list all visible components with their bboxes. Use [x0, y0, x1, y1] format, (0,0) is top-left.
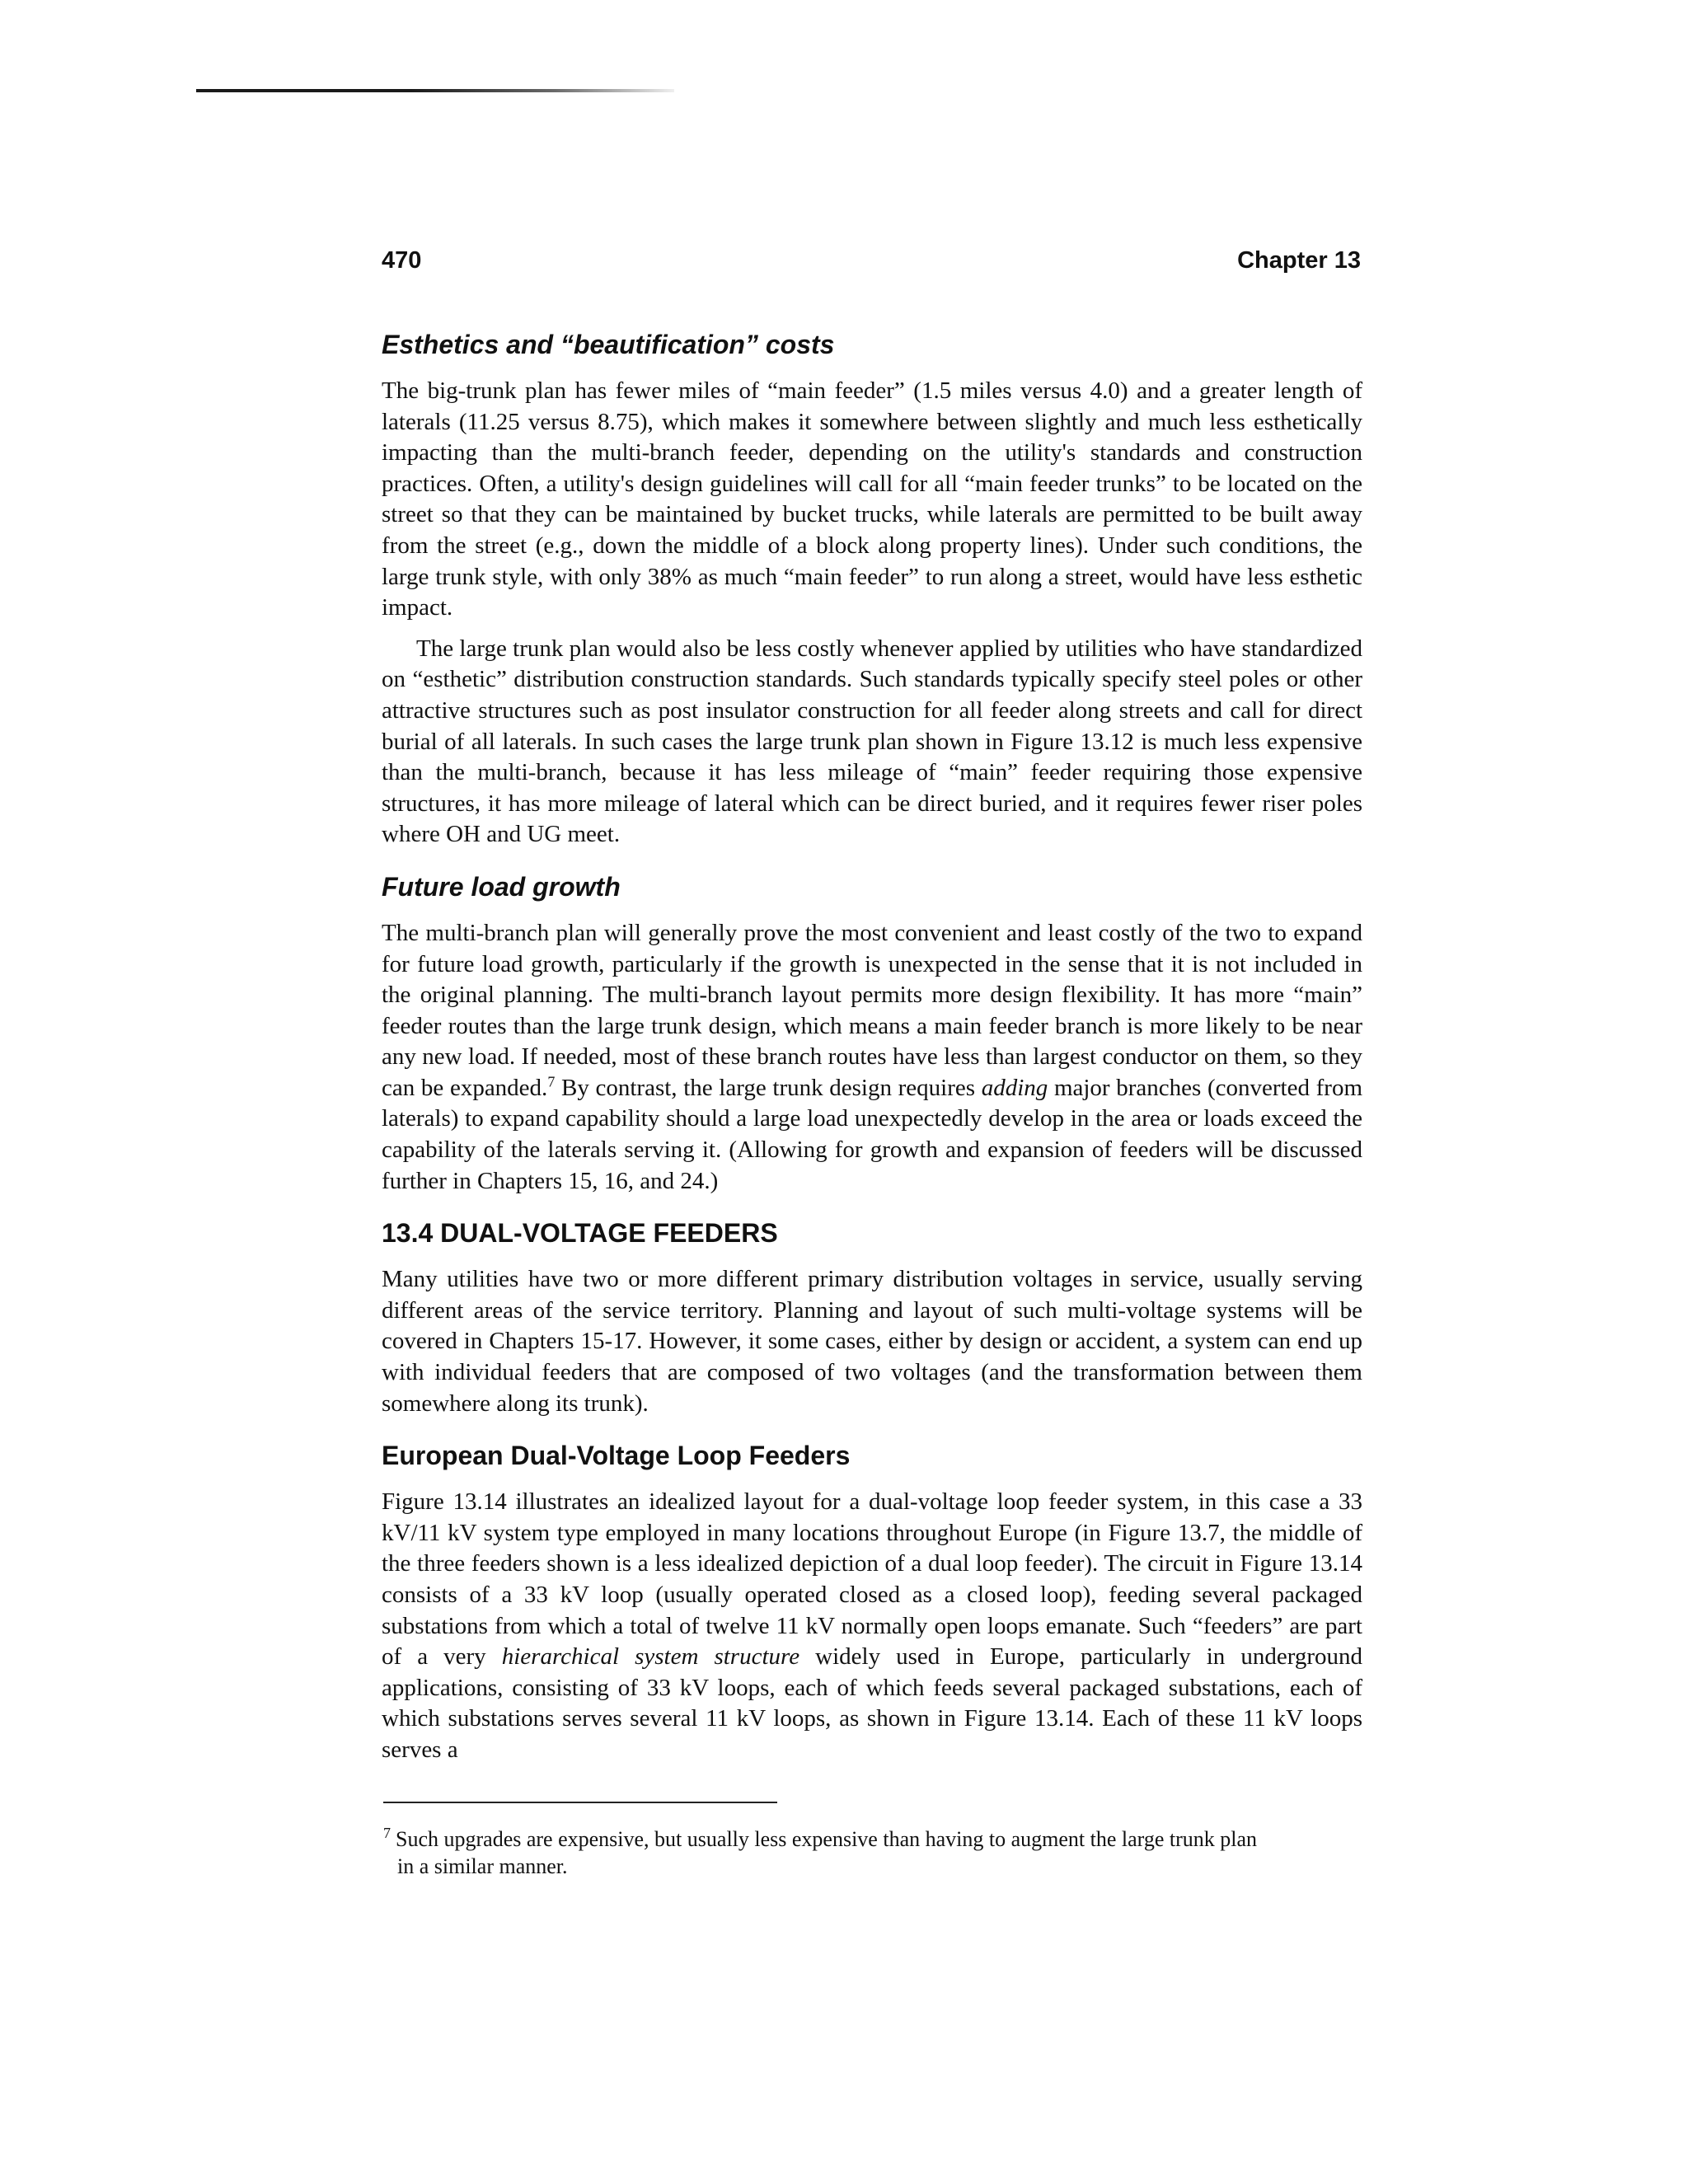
european-text-b: widely used in Europe, particularly in underground applications, consisting of 33 kV loops, each of which feeds several packaged substations, each of which substations serves several 11 kV loops, as shown in Figure 13.14. Each of these 11 kV loops serves a	[382, 1643, 1363, 1763]
footnote-marker: 7	[383, 1825, 391, 1842]
european-loop-paragraph	[382, 1487, 1362, 1765]
european-loop-heading: European Dual-Voltage Loop Feeders	[382, 1441, 851, 1471]
running-header	[382, 247, 1361, 274]
footnote-line-2: in a similar manner.	[397, 1854, 568, 1878]
page-body	[382, 328, 1362, 1776]
chapter-label: Chapter 13	[1237, 247, 1361, 274]
esthetics-heading: Esthetics and “beautification” costs	[382, 330, 835, 359]
future-text-b: By contrast, the large trunk design requires	[555, 1074, 982, 1101]
future-text-a: The multi-branch plan will generally prove the most convenient and least costly of the two to expand for future load growth, particularly if the growth is unexpected in the sense that it is not included in the original planning. The multi-branch layout permits more design flexibility. It has more “main” feeder routes than the large trunk design, which means a main feeder branch is more likely to be near any new load. If needed, most of these branch routes have less than largest conductor on them, so they can be expanded.	[382, 919, 1362, 1101]
page-number: 470	[382, 247, 422, 274]
footnote-reference: 7	[547, 1073, 556, 1090]
footnote-divider	[383, 1802, 777, 1803]
european-text-emphasis: hierarchical system structure	[501, 1643, 800, 1671]
top-decorative-rule	[196, 89, 674, 92]
dual-voltage-section-heading: 13.4 DUAL-VOLTAGE FEEDERS	[382, 1218, 778, 1249]
footnote	[383, 1825, 1362, 1880]
esthetics-paragraph-1: The big-trunk plan has fewer miles of “main feeder” (1.5 miles versus 4.0) and a greater length of laterals (11.25 versus 8.75), which makes it somewhere between slightly and much less esthetically impacting than the multi-branch feeder, depending on the utility's standards and construction practices. Often, a utility's design guidelines will call for all “main feeder trunks” to be located on the street so that they can be maintained by bucket trucks, while laterals are permitted to be built away from the street (e.g., down the middle of a block along property lines). Under such conditions, the large trunk style, with only 38% as much “main feeder” to run along a street, would have less esthetic impact.	[382, 377, 1362, 621]
footnote-line-1: Such upgrades are expensive, but usually less expensive than having to augment the large trunk plan	[396, 1827, 1258, 1851]
future-growth-paragraph	[382, 918, 1362, 1197]
esthetics-paragraph-2: The large trunk plan would also be less costly whenever applied by utilities who have standardized on “esthetic” distribution construction standards. Such standards typically specify steel poles or other attractive structures such as post insulator construction for all feeder along streets and call for direct burial of all laterals. In such cases the large trunk plan shown in Figure 13.12 is much less expensive than the multi-branch, because it has less mileage of “main” feeder requiring those expensive structures, it has more mileage of lateral which can be direct buried, and it requires fewer riser poles where OH and UG meet.	[382, 635, 1362, 848]
future-growth-heading: Future load growth	[382, 871, 621, 902]
european-text-a: Figure 13.14 illustrates an idealized layout for a dual-voltage loop feeder system, in this case a 33 kV/11 kV system type employed in many locations throughout Europe (in Figure 13.7, the middle of the three feeders shown is a less idealized depiction of a dual loop feeder). The circuit in Figure 13.14 consists of a 33 kV loop (usually operated closed as a closed loop), feeding several packaged substations from which a total of twelve 11 kV normally open loops emanate. Such “feeders” are part of a very	[382, 1488, 1362, 1671]
future-text-c: major branches (converted from laterals) to expand capability should a large load unexpectedly develop in the area or loads exceed the capability of the laterals serving it. (Allowing for growth and expansion of feeders will be discussed further in Chapters 15, 16, and 24.)	[382, 1074, 1362, 1194]
future-text-emphasis: adding	[981, 1074, 1048, 1101]
dual-voltage-paragraph: Many utilities have two or more different primary distribution voltages in service, usually serving different areas of the service territory. Planning and layout of such multi-voltage systems will be covered in Chapters 15-17. However, it some cases, either by design or accident, a system can end up with individual feeders that are composed of two voltages (and the transformation between them somewhere along its trunk).	[382, 1266, 1362, 1417]
